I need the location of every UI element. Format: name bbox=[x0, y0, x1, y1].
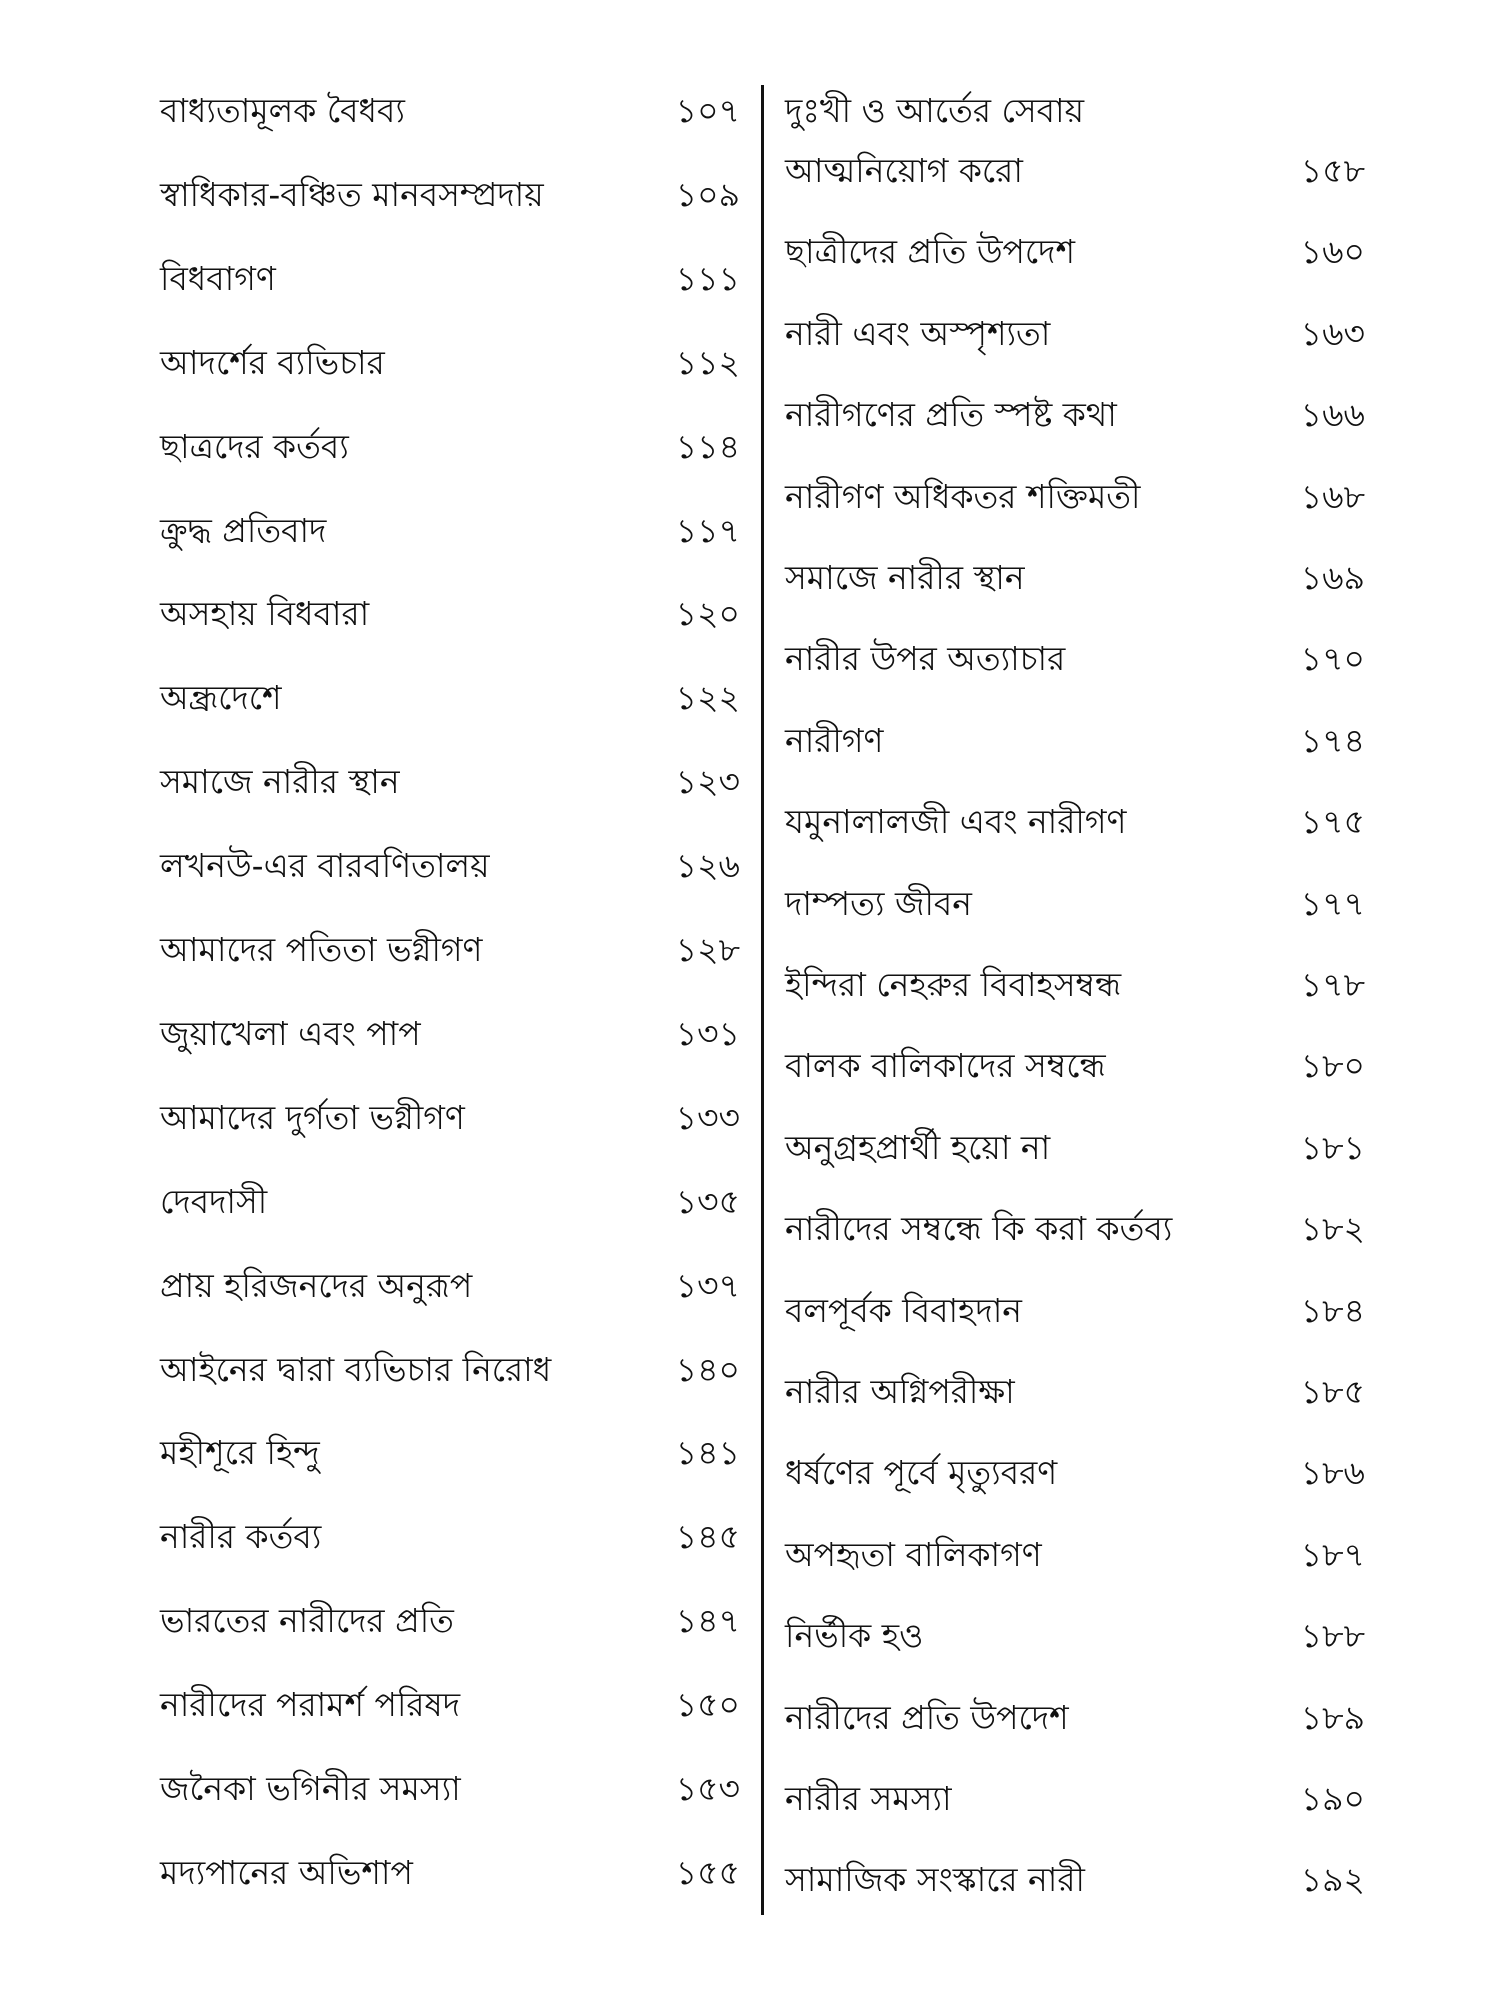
toc-entry bbox=[160, 1593, 740, 1653]
toc-entry-title: স্বাধিকার-বঞ্চিত মানবসম্প্রদায় bbox=[160, 174, 544, 214]
toc-entry bbox=[160, 1845, 740, 1905]
toc-entry-title: সমাজে নারীর স্থান bbox=[160, 762, 400, 802]
toc-entry-title: নারীর উপর অত্যাচার bbox=[785, 639, 1066, 679]
toc-entry-page: ১৮০ bbox=[1300, 1046, 1365, 1086]
toc-entry bbox=[160, 1090, 740, 1150]
toc-entry-page: ১১৪ bbox=[675, 426, 740, 466]
toc-entry-title: আমাদের পতিতা ভগ্নীগণ bbox=[160, 930, 483, 969]
toc-entry bbox=[160, 670, 740, 730]
toc-entry-page: ১৪১ bbox=[675, 1433, 740, 1473]
toc-entry-title: সামাজিক সংস্কারে নারী bbox=[785, 1860, 1085, 1900]
toc-entry bbox=[160, 335, 740, 395]
toc-entry bbox=[160, 1509, 740, 1569]
toc-entry-title: যমুনালালজী এবং নারীগণ bbox=[785, 802, 1127, 842]
toc-entry-title: নারীগণ bbox=[785, 720, 884, 760]
toc-entry bbox=[785, 1771, 1365, 1831]
toc-entry bbox=[785, 1038, 1365, 1098]
toc-entry bbox=[160, 503, 740, 563]
toc-entry-page: ১৪৭ bbox=[675, 1601, 740, 1641]
toc-entry-title: ভারতের নারীদের প্রতি bbox=[160, 1601, 454, 1641]
toc-entry bbox=[785, 1527, 1365, 1587]
toc-entry bbox=[785, 876, 1365, 936]
toc-entry-title: আদর্শের ব্যভিচার bbox=[160, 342, 385, 382]
toc-entry-title: জনৈকা ভগিনীর সমস্যা bbox=[160, 1769, 461, 1808]
toc-entry-page: ১১২ bbox=[675, 342, 740, 382]
toc-entry-title: নারীর অগ্নিপরীক্ষা bbox=[785, 1372, 1015, 1411]
toc-entry bbox=[160, 754, 740, 814]
toc-entry-page: ১৩৫ bbox=[675, 1181, 740, 1221]
toc-entry bbox=[160, 838, 740, 898]
toc-entry bbox=[785, 224, 1365, 284]
toc-entry-title: নারীদের সম্বন্ধে কি করা কর্তব্য bbox=[785, 1209, 1173, 1249]
toc-entry-page: ১৮৯ bbox=[1300, 1697, 1365, 1737]
toc-entry-title: ছাত্রদের কর্তব্য bbox=[160, 426, 349, 466]
toc-entry-page: ১২২ bbox=[675, 678, 740, 718]
toc-entry-title: অসহায় বিধবারা bbox=[160, 594, 370, 634]
toc-entry-page: ১৭৫ bbox=[1300, 802, 1365, 842]
toc-entry-page: ১৪০ bbox=[675, 1349, 740, 1389]
toc-entry-page: ১৫৩ bbox=[675, 1769, 740, 1808]
toc-entry bbox=[160, 586, 740, 646]
toc-left-column bbox=[160, 0, 740, 2000]
toc-entry-page: ১৬৮ bbox=[1300, 476, 1365, 516]
toc-entry-title: নারীদের প্রতি উপদেশ bbox=[785, 1697, 1069, 1737]
toc-entry bbox=[160, 1677, 740, 1737]
toc-entry-page: ১৩৭ bbox=[675, 1265, 740, 1305]
toc-entry-page: ১২০ bbox=[675, 594, 740, 634]
toc-entry bbox=[785, 1852, 1365, 1912]
toc-entry-title: অনুগ্রহপ্রার্থী হয়ো না bbox=[785, 1127, 1051, 1167]
toc-entry-page: ১৮১ bbox=[1300, 1127, 1365, 1167]
toc-entry-title: নারীর সমস্যা bbox=[785, 1779, 952, 1818]
toc-entry-title: অপহৃতা বালিকাগণ bbox=[785, 1534, 1042, 1574]
toc-entry-title: সমাজে নারীর স্থান bbox=[785, 558, 1025, 597]
toc-entry bbox=[785, 1608, 1365, 1668]
toc-entry-title: নির্ভীক হও bbox=[785, 1616, 924, 1656]
toc-entry-page: ১৯২ bbox=[1300, 1860, 1365, 1900]
toc-entry-title: আইনের দ্বারা ব্যভিচার নিরোধ bbox=[160, 1349, 552, 1389]
toc-entry-page: ১৮৫ bbox=[1300, 1372, 1365, 1411]
toc-entry-title: নারীগণ অধিকতর শক্তিমতী bbox=[785, 476, 1141, 516]
toc-entry bbox=[160, 1425, 740, 1485]
toc-entry bbox=[160, 1342, 740, 1402]
toc-entry-title: দুঃখী ও আর্তের সেবায় bbox=[785, 91, 1085, 130]
toc-entry-title: মদ্যপানের অভিশাপ bbox=[160, 1852, 413, 1892]
toc-entry-page: ১৭৭ bbox=[1300, 883, 1365, 923]
toc-entry bbox=[785, 957, 1365, 1017]
toc-entry bbox=[785, 83, 1365, 143]
toc-entry bbox=[785, 1120, 1365, 1180]
toc-entry-page: ১১৭ bbox=[675, 510, 740, 550]
toc-entry bbox=[785, 713, 1365, 773]
column-divider bbox=[761, 85, 764, 1915]
toc-right-column bbox=[785, 0, 1365, 2000]
toc-entry-page: ১৬৬ bbox=[1300, 395, 1365, 435]
toc-entry-title: নারী এবং অস্পৃশ্যতা bbox=[785, 313, 1051, 353]
toc-entry bbox=[785, 794, 1365, 854]
toc-entry-title: বালক বালিকাদের সম্বন্ধে bbox=[785, 1046, 1106, 1086]
toc-entry-title: নারীদের পরামর্শ পরিষদ bbox=[160, 1685, 461, 1725]
toc-entry-page: ১৭০ bbox=[1300, 639, 1365, 679]
toc-entry-page: ১৩৩ bbox=[675, 1097, 740, 1137]
toc-entry-title: নারীর কর্তব্য bbox=[160, 1517, 322, 1557]
toc-entry bbox=[785, 387, 1365, 447]
toc-entry bbox=[160, 1761, 740, 1821]
toc-entry bbox=[785, 1283, 1365, 1343]
toc-entry-page: ১৭৮ bbox=[1300, 965, 1365, 1004]
toc-entry-title: নারীগণের প্রতি স্পষ্ট কথা bbox=[785, 395, 1117, 435]
toc-entry-title: দাম্পত্য জীবন bbox=[785, 883, 972, 923]
toc-entry-title: আত্মনিয়োগ করো bbox=[785, 151, 1023, 190]
toc-entry bbox=[785, 1201, 1365, 1261]
toc-entry-title: লখনউ-এর বারবণিতালয় bbox=[160, 846, 490, 886]
toc-entry-title: ধর্ষণের পূর্বে মৃত্যুবরণ bbox=[785, 1453, 1058, 1493]
toc-entry-page: ১৮৪ bbox=[1300, 1290, 1365, 1330]
toc-entry-title: বাধ্যতামূলক বৈধব্য bbox=[160, 91, 405, 130]
toc-entry bbox=[160, 1006, 740, 1066]
toc-entry-page: ১৮৭ bbox=[1300, 1534, 1365, 1574]
toc-entry bbox=[785, 1690, 1365, 1750]
toc-entry-page: ১০৭ bbox=[675, 91, 740, 130]
toc-entry-page: ১৫০ bbox=[675, 1685, 740, 1725]
toc-entry-page: ১৩১ bbox=[675, 1013, 740, 1053]
toc-entry-title: দেবদাসী bbox=[160, 1181, 268, 1221]
toc-entry-page: ১২৩ bbox=[675, 762, 740, 802]
toc-entry-page: ১১১ bbox=[675, 258, 740, 298]
toc-entry-title: বলপূর্বক বিবাহদান bbox=[785, 1290, 1022, 1330]
toc-entry-page: ১৫৫ bbox=[675, 1852, 740, 1892]
toc-entry bbox=[785, 1445, 1365, 1505]
toc-entry-page: ১২৮ bbox=[675, 930, 740, 969]
toc-entry-page: ১৮৬ bbox=[1300, 1453, 1365, 1493]
toc-entry bbox=[160, 1174, 740, 1234]
toc-entry-page: ১৪৫ bbox=[675, 1517, 740, 1557]
toc-entry-page: ১৯০ bbox=[1300, 1779, 1365, 1818]
toc-entry bbox=[160, 83, 740, 143]
toc-entry-page: ১৫৮ bbox=[1300, 151, 1365, 190]
toc-entry-page: ১২৬ bbox=[675, 846, 740, 886]
toc-entry bbox=[160, 922, 740, 982]
toc-entry bbox=[160, 1258, 740, 1318]
toc-entry bbox=[785, 306, 1365, 366]
toc-entry-title: আমাদের দুর্গতা ভগ্নীগণ bbox=[160, 1097, 465, 1137]
toc-entry-page: ১৮৮ bbox=[1300, 1616, 1365, 1656]
toc-entry-page: ১৬৯ bbox=[1300, 558, 1365, 597]
toc-entry bbox=[785, 1364, 1365, 1424]
toc-entry-title: অন্ধ্রদেশে bbox=[160, 678, 282, 718]
toc-entry-page: ১৬০ bbox=[1300, 232, 1365, 272]
toc-entry-title: বিধবাগণ bbox=[160, 258, 276, 298]
toc-entry-title: ক্রুদ্ধ প্রতিবাদ bbox=[160, 510, 327, 550]
toc-entry bbox=[785, 550, 1365, 610]
toc-entry-page: ১৬৩ bbox=[1300, 313, 1365, 353]
toc-entry bbox=[160, 251, 740, 311]
toc-entry-title: মহীশূরে হিন্দু bbox=[160, 1433, 320, 1473]
toc-entry-page: ১৮২ bbox=[1300, 1209, 1365, 1249]
toc-entry bbox=[785, 631, 1365, 691]
toc-entry bbox=[785, 469, 1365, 529]
toc-entry-page: ১০৯ bbox=[675, 174, 740, 214]
toc-entry-title: ইন্দিরা নেহরুর বিবাহসম্বন্ধ bbox=[785, 965, 1122, 1004]
toc-entry-title: জুয়াখেলা এবং পাপ bbox=[160, 1013, 421, 1053]
toc-entry-page: ১৭৪ bbox=[1300, 720, 1365, 760]
toc-entry bbox=[160, 419, 740, 479]
toc-entry-title: ছাত্রীদের প্রতি উপদেশ bbox=[785, 232, 1076, 272]
toc-entry bbox=[160, 167, 740, 227]
toc-entry-title: প্রায় হরিজনদের অনুরূপ bbox=[160, 1265, 473, 1305]
toc-entry bbox=[785, 143, 1365, 203]
